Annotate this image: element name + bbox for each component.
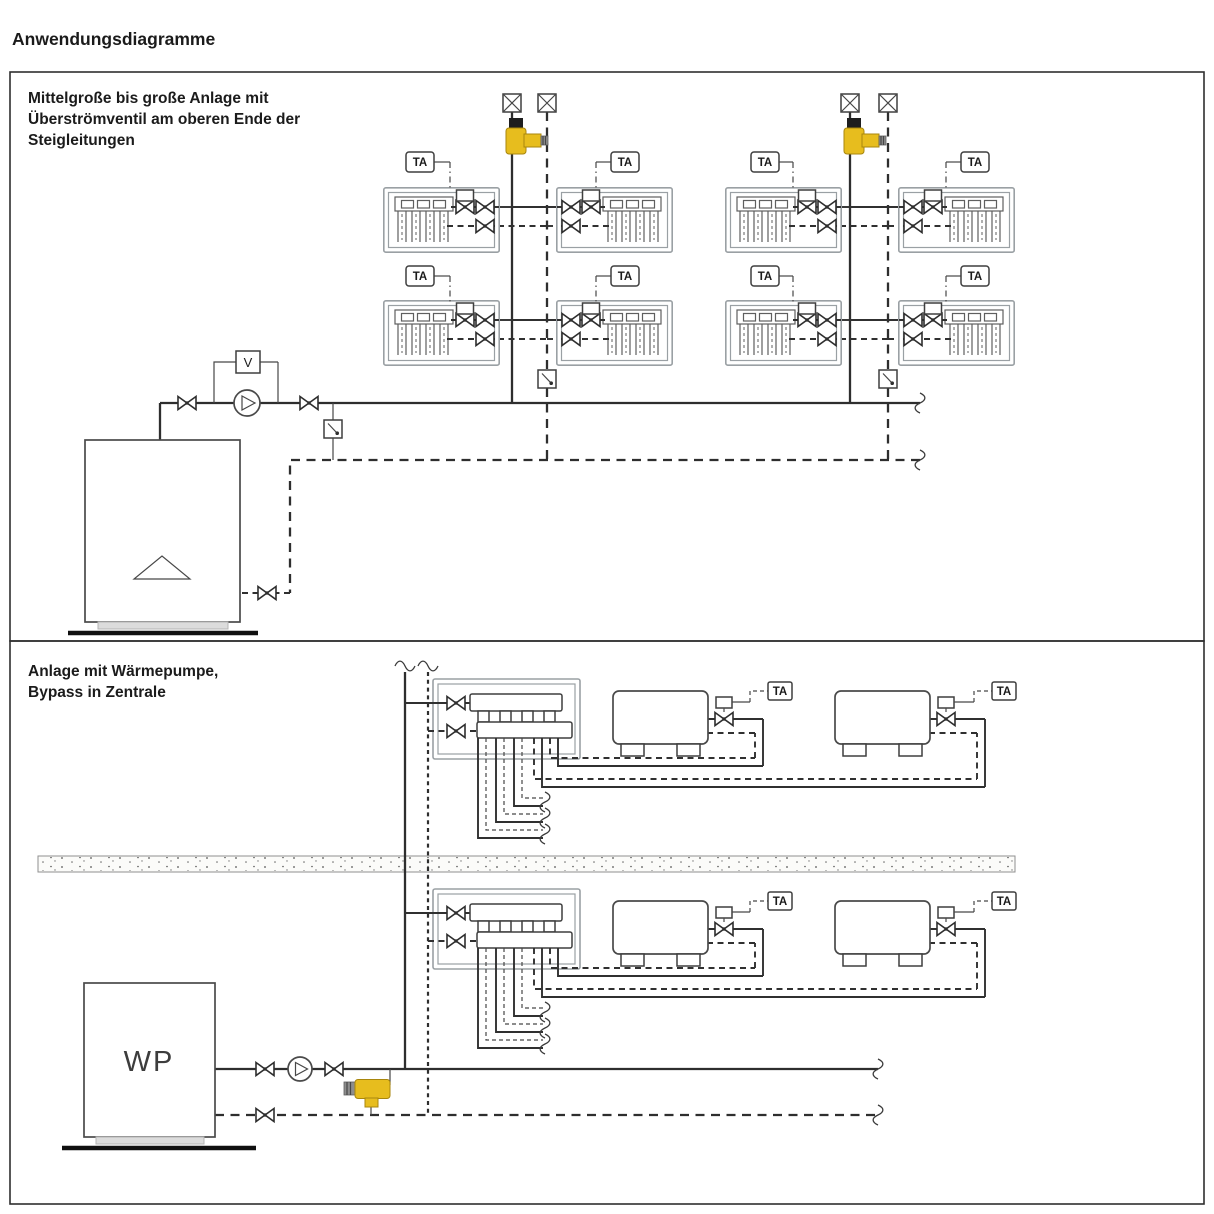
ta-label: TA: [617, 157, 633, 169]
floor-slab-texture: [39, 857, 1014, 871]
boiler: [85, 440, 240, 622]
radiator-unit: [384, 188, 499, 252]
shutoff-valve-icon: [258, 587, 276, 600]
thermostatic-valve-icon: [937, 713, 955, 726]
regulating-valve-icon: [324, 420, 342, 438]
fan-coil-unit: [613, 901, 708, 966]
ta-label: TA: [996, 686, 1012, 698]
air-vent-icon: [503, 94, 521, 112]
ta-label: TA: [757, 271, 773, 283]
ta-label: TA: [996, 896, 1012, 908]
ta-label: TA: [757, 157, 773, 169]
air-vent-icon: [879, 94, 897, 112]
ta-label: TA: [412, 271, 428, 283]
heat-pump-label: WP: [123, 1046, 175, 1078]
zone-valve-1: [715, 691, 768, 726]
shutoff-valve-icon: [325, 1063, 343, 1076]
air-vent-icon: [841, 94, 859, 112]
thermostatic-valve-icon: [715, 713, 733, 726]
zone-valve-1: [715, 901, 768, 936]
floor-1: [405, 679, 1016, 844]
bottom-panel: [10, 641, 1204, 1204]
fan-coil-unit: [835, 691, 930, 756]
pipe-break-icon: [395, 661, 415, 671]
radiator-unit: [726, 301, 841, 365]
ta-label: TA: [412, 157, 428, 169]
boiler-circuit: [68, 351, 925, 633]
radiator-unit: [726, 188, 841, 252]
radiator-unit: [557, 188, 672, 252]
top-panel: [10, 72, 1204, 641]
distribution-manifold: [405, 889, 580, 969]
pipe-break-icon: [540, 1002, 550, 1022]
bottom-panel-title-line-2: Bypass in Zentrale: [28, 684, 166, 701]
heat-pump-circuit: [62, 983, 883, 1148]
return-risers: [547, 112, 888, 460]
radiator-unit: [899, 188, 1014, 252]
radiator-unit: [899, 301, 1014, 365]
top-panel-title-line-1: Mittelgroße bis große Anlage mit: [28, 90, 269, 107]
thermostatic-valve-icon: [937, 923, 955, 936]
page-title: Anwendungsdiagramme: [12, 29, 216, 49]
pipe-break-icon: [540, 824, 550, 844]
pipe-break-icon: [540, 1034, 550, 1054]
shutoff-valve-icon: [256, 1063, 274, 1076]
shutoff-valve-icon: [178, 397, 196, 410]
return-pipe: [290, 460, 920, 593]
zone-valve-2: [937, 691, 992, 726]
air-vent-icon: [538, 94, 556, 112]
pump-icon: [234, 390, 260, 416]
pump-icon: [288, 1057, 312, 1081]
top-panel-title-line-3: Steigleitungen: [28, 132, 135, 149]
regulating-valve-icon: [538, 370, 556, 388]
pipe-break-icon: [540, 808, 550, 828]
pipe-break-icon: [418, 661, 438, 671]
regulating-valve-icon: [879, 370, 897, 388]
ta-label: TA: [967, 271, 983, 283]
shutoff-valve-icon: [256, 1109, 274, 1122]
overflow-valve-icon: [344, 1080, 390, 1108]
radiator-unit: [557, 301, 672, 365]
radiator-unit: [384, 301, 499, 365]
ta-label: TA: [617, 271, 633, 283]
thermostatic-valve-icon: [715, 923, 733, 936]
zone-valve-2: [937, 901, 992, 936]
flow-meter-label: V: [243, 355, 253, 370]
ta-label: TA: [772, 686, 788, 698]
pipe-break-icon: [540, 792, 550, 812]
fan-coil-unit: [835, 901, 930, 966]
fan-coil-unit: [613, 691, 708, 756]
top-panel-title-line-2: Überströmventil am oberen Ende der: [28, 111, 301, 128]
shutoff-valve-icon: [300, 397, 318, 410]
ta-label: TA: [967, 157, 983, 169]
floor-2: [405, 889, 1016, 1054]
bottom-panel-title-line-1: Anlage mit Wärmepumpe,: [28, 663, 219, 680]
ta-label: TA: [772, 896, 788, 908]
overflow-valve-icon: [506, 118, 548, 154]
distribution-manifold: [405, 679, 580, 759]
pipe-break-icon: [540, 1018, 550, 1038]
overflow-valve-icon: [844, 118, 886, 154]
